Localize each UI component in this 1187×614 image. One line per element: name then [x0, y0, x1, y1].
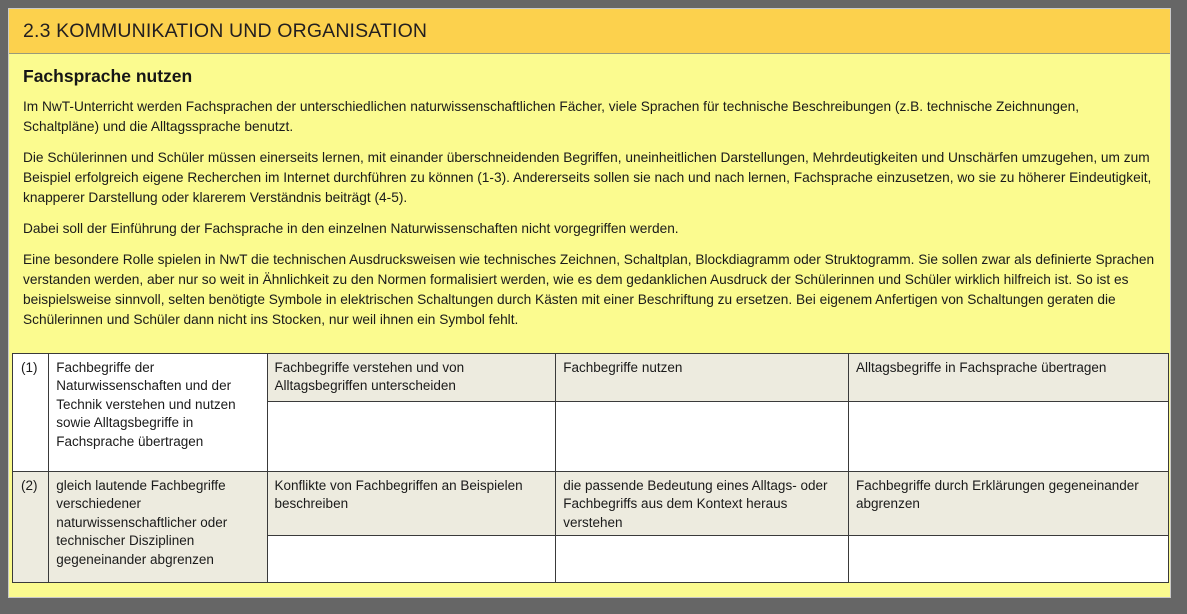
competence-empty-block — [556, 536, 848, 581]
competence-text: Fachbegriffe nutzen — [563, 360, 683, 375]
competence-text-block — [268, 354, 556, 402]
subsection-title: Fachsprache nutzen — [23, 66, 193, 86]
body-paragraph-2: Die Schülerinnen und Schüler müssen einerseits lernen, mit einander überschneidenden Begriffen, uneinheitlichen Darstellungen, Mehrdeutigkeiten und Unschärfen umzugehen, um zum Beispiel erfolgreich eigene Recherchen im Internet durchführen zu können (1-3). Andererseits sollen sie nach und nach lernen, Fachsprache einzusetzen, wo sie zu höherer Eindeutigkeit, knapperer Darstellung oder klarerem Verständnis beiträgt (4-5). — [23, 150, 1152, 205]
document-page — [8, 8, 1171, 598]
row-competence-cell-c — [849, 472, 1169, 583]
body-paragraph-3: Dabei soll der Einführung der Fachsprache in den einzelnen Naturwissenschaften nicht vorgegriffen werden. — [23, 221, 679, 236]
competence-text-block — [849, 472, 1168, 536]
competence-empty-block — [849, 536, 1168, 581]
competence-text-block — [556, 472, 848, 536]
competence-empty-block — [268, 536, 556, 581]
competence-text-block — [849, 354, 1168, 402]
competence-empty-block — [849, 402, 1168, 470]
competence-empty-block — [556, 402, 848, 470]
competence-text: Alltagsbegriffe in Fachsprache übertragen — [856, 360, 1107, 375]
row-competence-cell-a — [267, 472, 556, 583]
row-description: gleich lautende Fachbegriffe verschiedener naturwissenschaftlicher oder technischer Disziplinen gegeneinander abgrenzen — [56, 478, 228, 567]
row-number-cell — [13, 354, 49, 472]
body-paragraph-1: Im NwT-Unterricht werden Fachsprachen der unterschiedlichen naturwissenschaftlichen Fächer, viele Sprachen für technische Beschreibungen (z.B. technische Zeichnungen, Schaltpläne) und die Alltagssprache benutzt. — [23, 99, 1080, 134]
row-number-cell — [13, 472, 49, 583]
row-description-cell — [49, 354, 267, 472]
competence-empty-block — [268, 402, 556, 470]
competence-text: Fachbegriffe verstehen und von Alltagsbegriffen unterscheiden — [274, 360, 465, 394]
competence-table — [12, 353, 1169, 583]
competence-text: Konflikte von Fachbegriffen an Beispielen beschreiben — [274, 478, 523, 512]
competence-text-block — [268, 472, 556, 536]
competence-text: die passende Bedeutung eines Alltags- oder Fachbegriffs aus dem Kontext heraus verstehen — [563, 478, 828, 530]
competence-text-block — [556, 354, 848, 402]
row-number: (1) — [21, 360, 38, 375]
row-competence-cell-b — [556, 472, 849, 583]
row-description: Fachbegriffe der Naturwissenschaften und der Technik verstehen und nutzen sowie Alltagsbegriffe in Fachsprache übertragen — [56, 360, 236, 449]
row-description-cell — [49, 472, 267, 583]
row-competence-cell-c — [849, 354, 1169, 472]
table-row — [13, 354, 1169, 472]
row-number: (2) — [21, 478, 38, 493]
row-competence-cell-b — [556, 354, 849, 472]
row-competence-cell-a — [267, 354, 556, 472]
body-paragraph-4: Eine besondere Rolle spielen in NwT die technischen Ausdrucksweisen wie technisches Zeichnen, Schaltplan, Blockdiagramm oder Struktogramm. Sie sollen zwar als definierte Sprachen verstanden werden, aber nur so weit in Ähnlichkeit zu den Normen formalisiert werden, wie es dem gedanklichen Ausdruck der Schülerinnen und Schüler wirklich hilfreich ist. So ist es beispielsweise sinnvoll, selten benötigte Symbole in elektrischen Schaltungen durch Kästen mit einer Beschriftung zu ersetzen. Bei eigenem Anfertigen von Schaltungen geraten die Schülerinnen und Schüler dann nicht ins Stocken, nur weil ihnen ein Symbol fehlt. — [23, 252, 1155, 327]
competence-text: Fachbegriffe durch Erklärungen gegeneinander abgrenzen — [856, 478, 1139, 512]
section-header-title: 2.3 KOMMUNIKATION UND ORGANISATION — [23, 19, 428, 42]
table-row — [13, 472, 1169, 583]
section-body — [9, 54, 1170, 330]
section-header-band — [9, 9, 1170, 54]
